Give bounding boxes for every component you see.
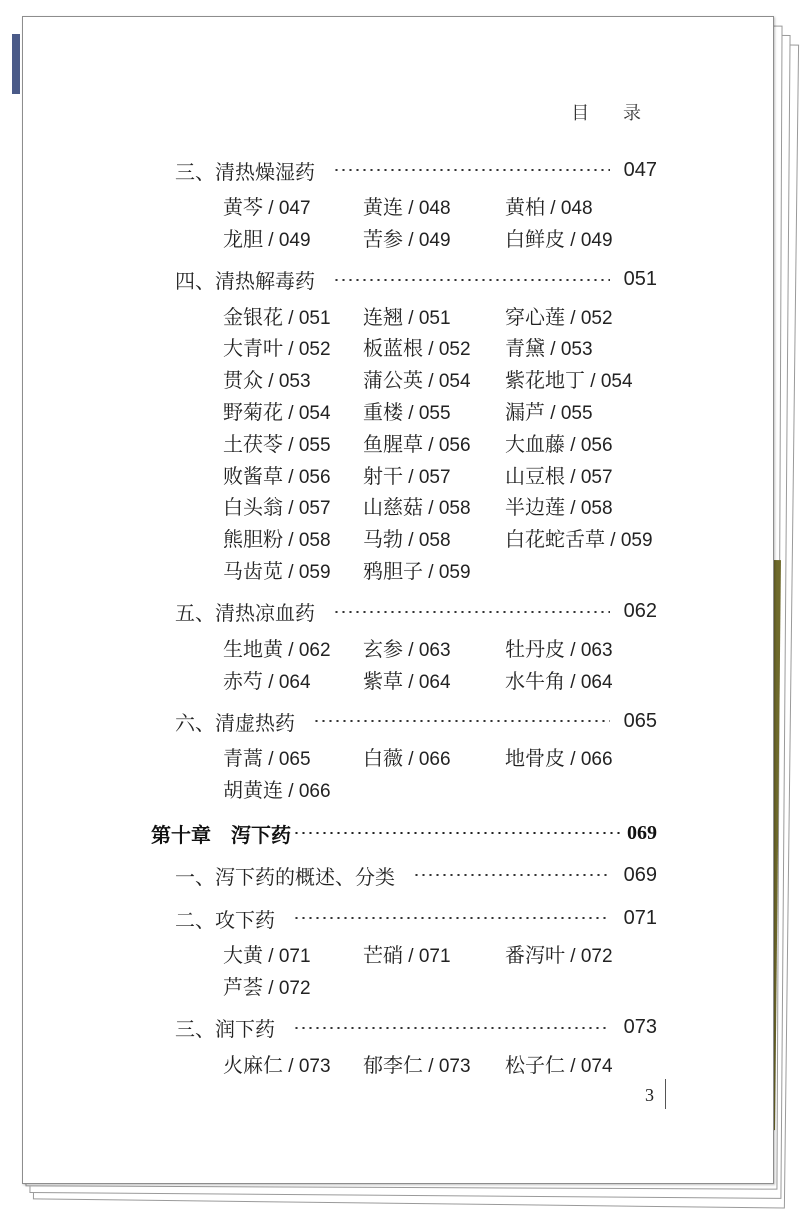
toc-entry[interactable] bbox=[223, 364, 311, 393]
toc-entry[interactable] bbox=[363, 665, 451, 694]
entry-name: 松子仁 bbox=[505, 1052, 565, 1077]
toc-entry[interactable] bbox=[223, 523, 331, 552]
entry-name: 败酱草 bbox=[223, 463, 283, 488]
dot-leader bbox=[293, 832, 621, 834]
entry-page-number: / 063 bbox=[403, 639, 451, 661]
entry-page-number: / 055 bbox=[403, 403, 451, 424]
entry-name: 牡丹皮 bbox=[505, 636, 565, 661]
toc-entry[interactable] bbox=[505, 742, 613, 771]
section-title: 第十章 泻下药 bbox=[151, 822, 291, 847]
entry-page-number: / 058 bbox=[565, 498, 613, 520]
entry-page-number: / 056 bbox=[423, 434, 471, 456]
entry-name: 白鲜皮 bbox=[505, 226, 565, 251]
entry-page-number: / 057 bbox=[403, 466, 451, 488]
entry-page-number: / 062 bbox=[283, 639, 331, 661]
toc-entry[interactable] bbox=[363, 396, 451, 425]
entry-name: 大黄 bbox=[223, 943, 263, 967]
entry-page-number: / 059 bbox=[283, 562, 331, 583]
entry-name: 地骨皮 bbox=[505, 746, 565, 771]
entry-page-number: / 051 bbox=[283, 307, 331, 329]
entry-page-number: / 052 bbox=[423, 339, 471, 361]
toc-entry[interactable] bbox=[223, 939, 311, 968]
entry-name: 郁李仁 bbox=[363, 1052, 423, 1077]
entry-name: 白薇 bbox=[363, 746, 403, 771]
section-title: 三、清热燥湿药 bbox=[175, 159, 315, 184]
section-page-number: 073 bbox=[623, 1016, 657, 1039]
toc-entry[interactable] bbox=[223, 742, 311, 771]
toc-entry[interactable] bbox=[505, 301, 613, 330]
entry-name: 芒硝 bbox=[363, 943, 403, 967]
entry-page-number: / 071 bbox=[263, 946, 311, 967]
toc-entry[interactable] bbox=[223, 1049, 331, 1078]
toc-entry[interactable] bbox=[505, 460, 613, 489]
toc-entry[interactable] bbox=[223, 665, 311, 694]
running-head: 目 录 bbox=[571, 103, 655, 124]
toc-entry[interactable] bbox=[223, 491, 331, 520]
entry-page-number: / 058 bbox=[423, 498, 471, 520]
section-page-number: 069 bbox=[623, 863, 657, 886]
entry-name: 黄柏 bbox=[505, 195, 545, 219]
toc-page bbox=[22, 16, 774, 1184]
toc-entry[interactable] bbox=[505, 665, 613, 694]
section-title: 一、泻下药的概述、分类 bbox=[175, 864, 395, 889]
entry-page-number: / 053 bbox=[263, 371, 311, 393]
entry-page-number: / 072 bbox=[565, 946, 613, 967]
entry-page-number: / 048 bbox=[545, 198, 593, 219]
entry-name: 苦参 bbox=[363, 226, 403, 251]
dot-leader bbox=[293, 917, 610, 919]
entry-page-number: / 059 bbox=[423, 562, 471, 583]
entry-page-number: / 049 bbox=[263, 229, 311, 251]
section-page-number: 071 bbox=[623, 906, 657, 929]
dot-leader bbox=[333, 169, 610, 171]
toc-entry[interactable] bbox=[505, 491, 613, 520]
dot-leader bbox=[293, 1027, 610, 1029]
section-heading[interactable] bbox=[175, 860, 657, 890]
entry-page-number: / 052 bbox=[565, 307, 613, 329]
entry-page-number: / 055 bbox=[283, 434, 331, 456]
toc-entry[interactable] bbox=[223, 633, 331, 662]
toc-entry[interactable] bbox=[505, 191, 593, 220]
entry-name: 白头翁 bbox=[223, 495, 283, 520]
entry-name: 山慈菇 bbox=[363, 495, 423, 520]
section-heading[interactable] bbox=[175, 265, 657, 295]
section-heading[interactable] bbox=[175, 903, 657, 933]
section-page-number: 069 bbox=[627, 821, 657, 844]
toc-entry[interactable] bbox=[363, 742, 451, 771]
entry-page-number: / 058 bbox=[403, 530, 451, 552]
entry-page-number: / 064 bbox=[263, 671, 311, 693]
cover-edge-accent-left bbox=[12, 34, 20, 94]
dot-leader bbox=[333, 611, 610, 613]
entry-page-number: / 059 bbox=[605, 530, 653, 552]
entry-page-number: / 051 bbox=[403, 307, 451, 329]
entry-name: 重楼 bbox=[363, 400, 403, 424]
entry-name: 马齿苋 bbox=[223, 559, 283, 583]
entry-page-number: / 066 bbox=[283, 781, 331, 803]
toc-entry[interactable] bbox=[505, 364, 633, 393]
section-title: 四、清热解毒药 bbox=[175, 269, 315, 294]
toc-entry[interactable] bbox=[223, 460, 331, 489]
toc-entry[interactable] bbox=[223, 971, 311, 1000]
entry-name: 穿心莲 bbox=[505, 304, 565, 329]
folio-rule bbox=[665, 1079, 666, 1109]
page-number: 3 bbox=[645, 1085, 654, 1105]
entry-name: 黄芩 bbox=[223, 195, 263, 219]
entry-name: 山豆根 bbox=[505, 463, 565, 488]
entry-page-number: / 049 bbox=[403, 229, 451, 251]
entry-name: 黄连 bbox=[363, 195, 403, 219]
entry-page-number: / 047 bbox=[263, 198, 311, 219]
entry-page-number: / 072 bbox=[263, 977, 311, 999]
entry-page-number: / 074 bbox=[565, 1055, 613, 1077]
entry-name: 鱼腥草 bbox=[363, 431, 423, 456]
entry-name: 青黛 bbox=[505, 336, 545, 361]
entry-name: 蒲公英 bbox=[363, 368, 423, 393]
entry-page-number: / 073 bbox=[423, 1055, 471, 1077]
toc-entry[interactable] bbox=[223, 396, 331, 425]
toc-entry[interactable] bbox=[505, 428, 613, 457]
section-title: 六、清虚热药 bbox=[175, 710, 295, 735]
entry-page-number: / 054 bbox=[585, 371, 633, 393]
section-title: 三、润下药 bbox=[175, 1017, 275, 1042]
entry-name: 火麻仁 bbox=[223, 1052, 283, 1077]
entry-page-number: / 066 bbox=[565, 749, 613, 771]
entry-name: 玄参 bbox=[363, 636, 403, 661]
entry-name: 射干 bbox=[363, 463, 403, 488]
entry-name: 赤芍 bbox=[223, 668, 263, 693]
entry-name: 水牛角 bbox=[505, 668, 565, 693]
toc-entry[interactable] bbox=[505, 396, 593, 425]
toc-entry[interactable] bbox=[363, 223, 451, 252]
entry-page-number: / 071 bbox=[403, 946, 451, 967]
entry-name: 贯众 bbox=[223, 368, 263, 393]
toc-entry[interactable] bbox=[223, 191, 311, 220]
toc-entry[interactable] bbox=[223, 428, 331, 457]
entry-name: 鸦胆子 bbox=[363, 559, 423, 583]
section-title: 五、清热凉血药 bbox=[175, 601, 315, 626]
entry-name: 半边莲 bbox=[505, 495, 565, 520]
entry-page-number: / 064 bbox=[565, 671, 613, 693]
entry-name: 土茯苓 bbox=[223, 431, 283, 456]
entry-name: 熊胆粉 bbox=[223, 527, 283, 552]
entry-page-number: / 055 bbox=[545, 403, 593, 424]
entry-page-number: / 052 bbox=[283, 339, 331, 361]
entry-page-number: / 066 bbox=[403, 749, 451, 771]
toc-entry[interactable] bbox=[505, 223, 613, 252]
toc-entry[interactable] bbox=[363, 428, 471, 457]
entry-page-number: / 054 bbox=[423, 371, 471, 393]
entry-page-number: / 073 bbox=[283, 1055, 331, 1077]
entry-name: 板蓝根 bbox=[363, 336, 423, 361]
toc-entry[interactable] bbox=[363, 301, 451, 330]
dot-leader bbox=[333, 279, 610, 281]
toc-entry[interactable] bbox=[363, 555, 471, 584]
toc-entry[interactable] bbox=[363, 364, 471, 393]
entry-page-number: / 053 bbox=[545, 339, 593, 361]
section-page-number: 047 bbox=[623, 158, 657, 181]
toc-entry[interactable] bbox=[223, 555, 331, 584]
section-page-number: 065 bbox=[623, 709, 657, 732]
toc-entry[interactable] bbox=[363, 191, 451, 220]
entry-name: 胡黄连 bbox=[223, 778, 283, 803]
entry-page-number: / 048 bbox=[403, 198, 451, 219]
toc-entry[interactable] bbox=[363, 491, 471, 520]
toc-entry[interactable] bbox=[223, 332, 331, 361]
section-title: 二、攻下药 bbox=[175, 907, 275, 932]
entry-page-number: / 056 bbox=[283, 466, 331, 488]
toc-entry[interactable] bbox=[363, 460, 451, 489]
entry-name: 大血藤 bbox=[505, 431, 565, 456]
entry-page-number: / 065 bbox=[263, 749, 311, 771]
entry-name: 金银花 bbox=[223, 304, 283, 329]
entry-name: 青蒿 bbox=[223, 746, 263, 771]
toc-entry[interactable] bbox=[505, 939, 613, 968]
entry-page-number: / 058 bbox=[283, 530, 331, 552]
toc-entry[interactable] bbox=[363, 1049, 471, 1078]
entry-name: 番泻叶 bbox=[505, 943, 565, 967]
section-heading[interactable] bbox=[175, 1013, 657, 1043]
toc-entry[interactable] bbox=[223, 301, 331, 330]
section-page-number: 062 bbox=[623, 600, 657, 623]
toc-entry[interactable] bbox=[363, 633, 451, 662]
dot-leader bbox=[313, 720, 610, 722]
toc-entry[interactable] bbox=[505, 332, 593, 361]
toc-entry[interactable] bbox=[363, 939, 451, 968]
section-heading[interactable] bbox=[175, 597, 657, 627]
entry-name: 龙胆 bbox=[223, 226, 263, 251]
entry-name: 野菊花 bbox=[223, 400, 283, 424]
toc-entry[interactable] bbox=[505, 523, 653, 552]
toc-entry[interactable] bbox=[363, 332, 471, 361]
toc-entry[interactable] bbox=[223, 774, 331, 803]
entry-page-number: / 057 bbox=[283, 498, 331, 520]
entry-page-number: / 049 bbox=[565, 229, 613, 251]
entry-page-number: / 063 bbox=[565, 639, 613, 661]
section-page-number: 051 bbox=[623, 268, 657, 291]
entry-name: 漏芦 bbox=[505, 400, 545, 424]
dot-leader bbox=[413, 874, 610, 876]
chapter-heading[interactable] bbox=[151, 818, 657, 848]
toc-entry[interactable] bbox=[505, 633, 613, 662]
entry-name: 马勃 bbox=[363, 527, 403, 552]
entry-page-number: / 056 bbox=[565, 434, 613, 456]
entry-name: 紫草 bbox=[363, 668, 403, 693]
toc-entry[interactable] bbox=[363, 523, 451, 552]
toc-entry[interactable] bbox=[505, 1049, 613, 1078]
section-heading[interactable] bbox=[175, 155, 657, 185]
entry-name: 芦荟 bbox=[223, 974, 263, 999]
toc-entry[interactable] bbox=[223, 223, 311, 252]
entry-page-number: / 057 bbox=[565, 466, 613, 488]
entry-name: 大青叶 bbox=[223, 336, 283, 361]
entry-page-number: / 054 bbox=[283, 403, 331, 424]
entry-name: 白花蛇舌草 bbox=[505, 527, 605, 552]
entry-name: 生地黄 bbox=[223, 636, 283, 661]
entry-page-number: / 064 bbox=[403, 671, 451, 693]
entry-name: 紫花地丁 bbox=[505, 368, 585, 393]
section-heading[interactable] bbox=[175, 706, 657, 736]
entry-name: 连翘 bbox=[363, 304, 403, 329]
